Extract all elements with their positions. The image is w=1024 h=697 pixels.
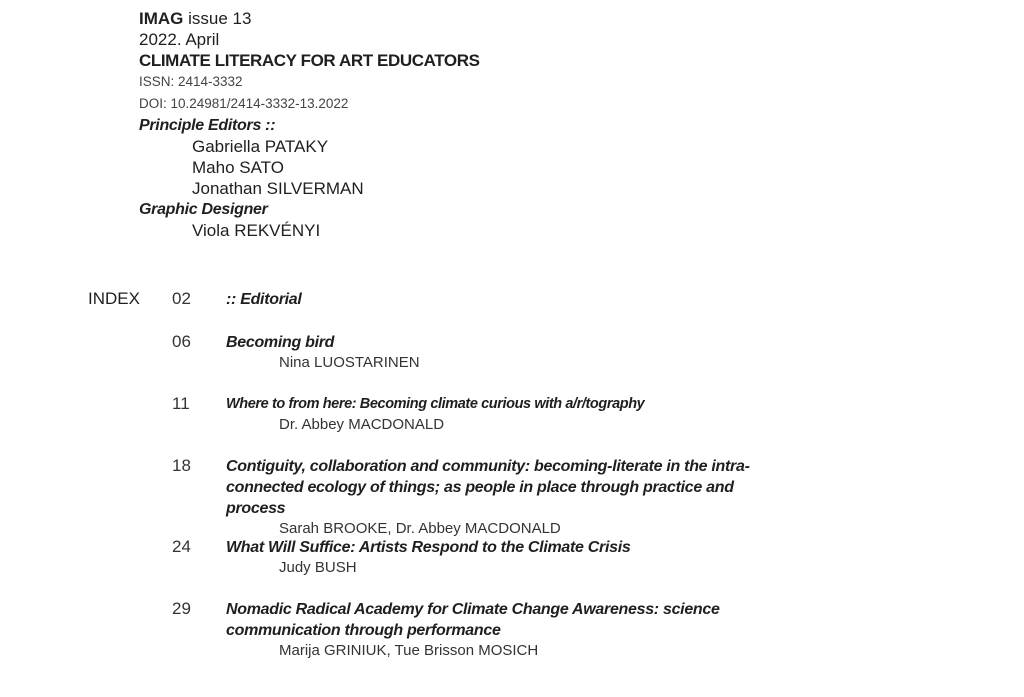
editor-name: Gabriella PATAKY: [192, 137, 329, 156]
article-authors: Dr. Abbey MACDONALD: [279, 416, 445, 433]
issue-title: CLIMATE LITERACY FOR ART EDUCATORS: [139, 51, 480, 70]
article-authors: Nina LUOSTARINEN: [279, 354, 420, 371]
index-entry[interactable]: [172, 599, 812, 661]
page-number: 18: [172, 456, 191, 475]
index-entry[interactable]: [172, 289, 812, 310]
issue-date: 2022. April: [139, 30, 220, 49]
page-number: 02: [172, 289, 191, 308]
article-title[interactable]: Where to from here: Becoming climate curious with a/r/tography: [226, 396, 645, 412]
issue-number: issue 13: [188, 9, 252, 28]
article-title[interactable]: Becoming bird: [226, 334, 335, 351]
doi: DOI: 10.24981/2414-3332-13.2022: [139, 96, 349, 111]
page-number: 06: [172, 332, 191, 351]
article-title[interactable]: Nomadic Radical Academy for Climate Change Awareness: science communication through performance: [226, 601, 720, 639]
page-number: 24: [172, 537, 191, 556]
masthead: [139, 8, 480, 241]
article-authors: Judy BUSH: [279, 559, 357, 576]
page-number: 29: [172, 599, 191, 618]
article-authors: Sarah BROOKE, Dr. Abbey MACDONALD: [279, 520, 561, 537]
issue-line: [139, 8, 480, 29]
designer-label: Graphic Designer: [139, 201, 268, 218]
index-entry[interactable]: [172, 537, 812, 578]
index-entry[interactable]: [172, 456, 812, 539]
designer-name: Viola REKVÉNYI: [192, 221, 321, 240]
editor-name: Jonathan SILVERMAN: [192, 179, 364, 198]
editor-name: Maho SATO: [192, 158, 284, 177]
journal-name: IMAG: [139, 9, 184, 28]
article-title[interactable]: :: Editorial: [226, 291, 302, 308]
issn: ISSN: 2414-3332: [139, 74, 243, 89]
article-title[interactable]: Contiguity, collaboration and community: becoming-literate in the intra-connected ecology of things; as people in place through practice and process: [226, 458, 750, 517]
editors-label: Principle Editors ::: [139, 117, 276, 134]
page-number: 11: [172, 394, 190, 413]
index-entry[interactable]: [172, 394, 812, 435]
index-label: INDEX: [88, 289, 140, 308]
article-title[interactable]: What Will Suffice: Artists Respond to the Climate Crisis: [226, 539, 631, 556]
index-entry[interactable]: [172, 332, 812, 373]
article-authors: Marija GRINIUK, Tue Brisson MOSICH: [279, 642, 539, 659]
